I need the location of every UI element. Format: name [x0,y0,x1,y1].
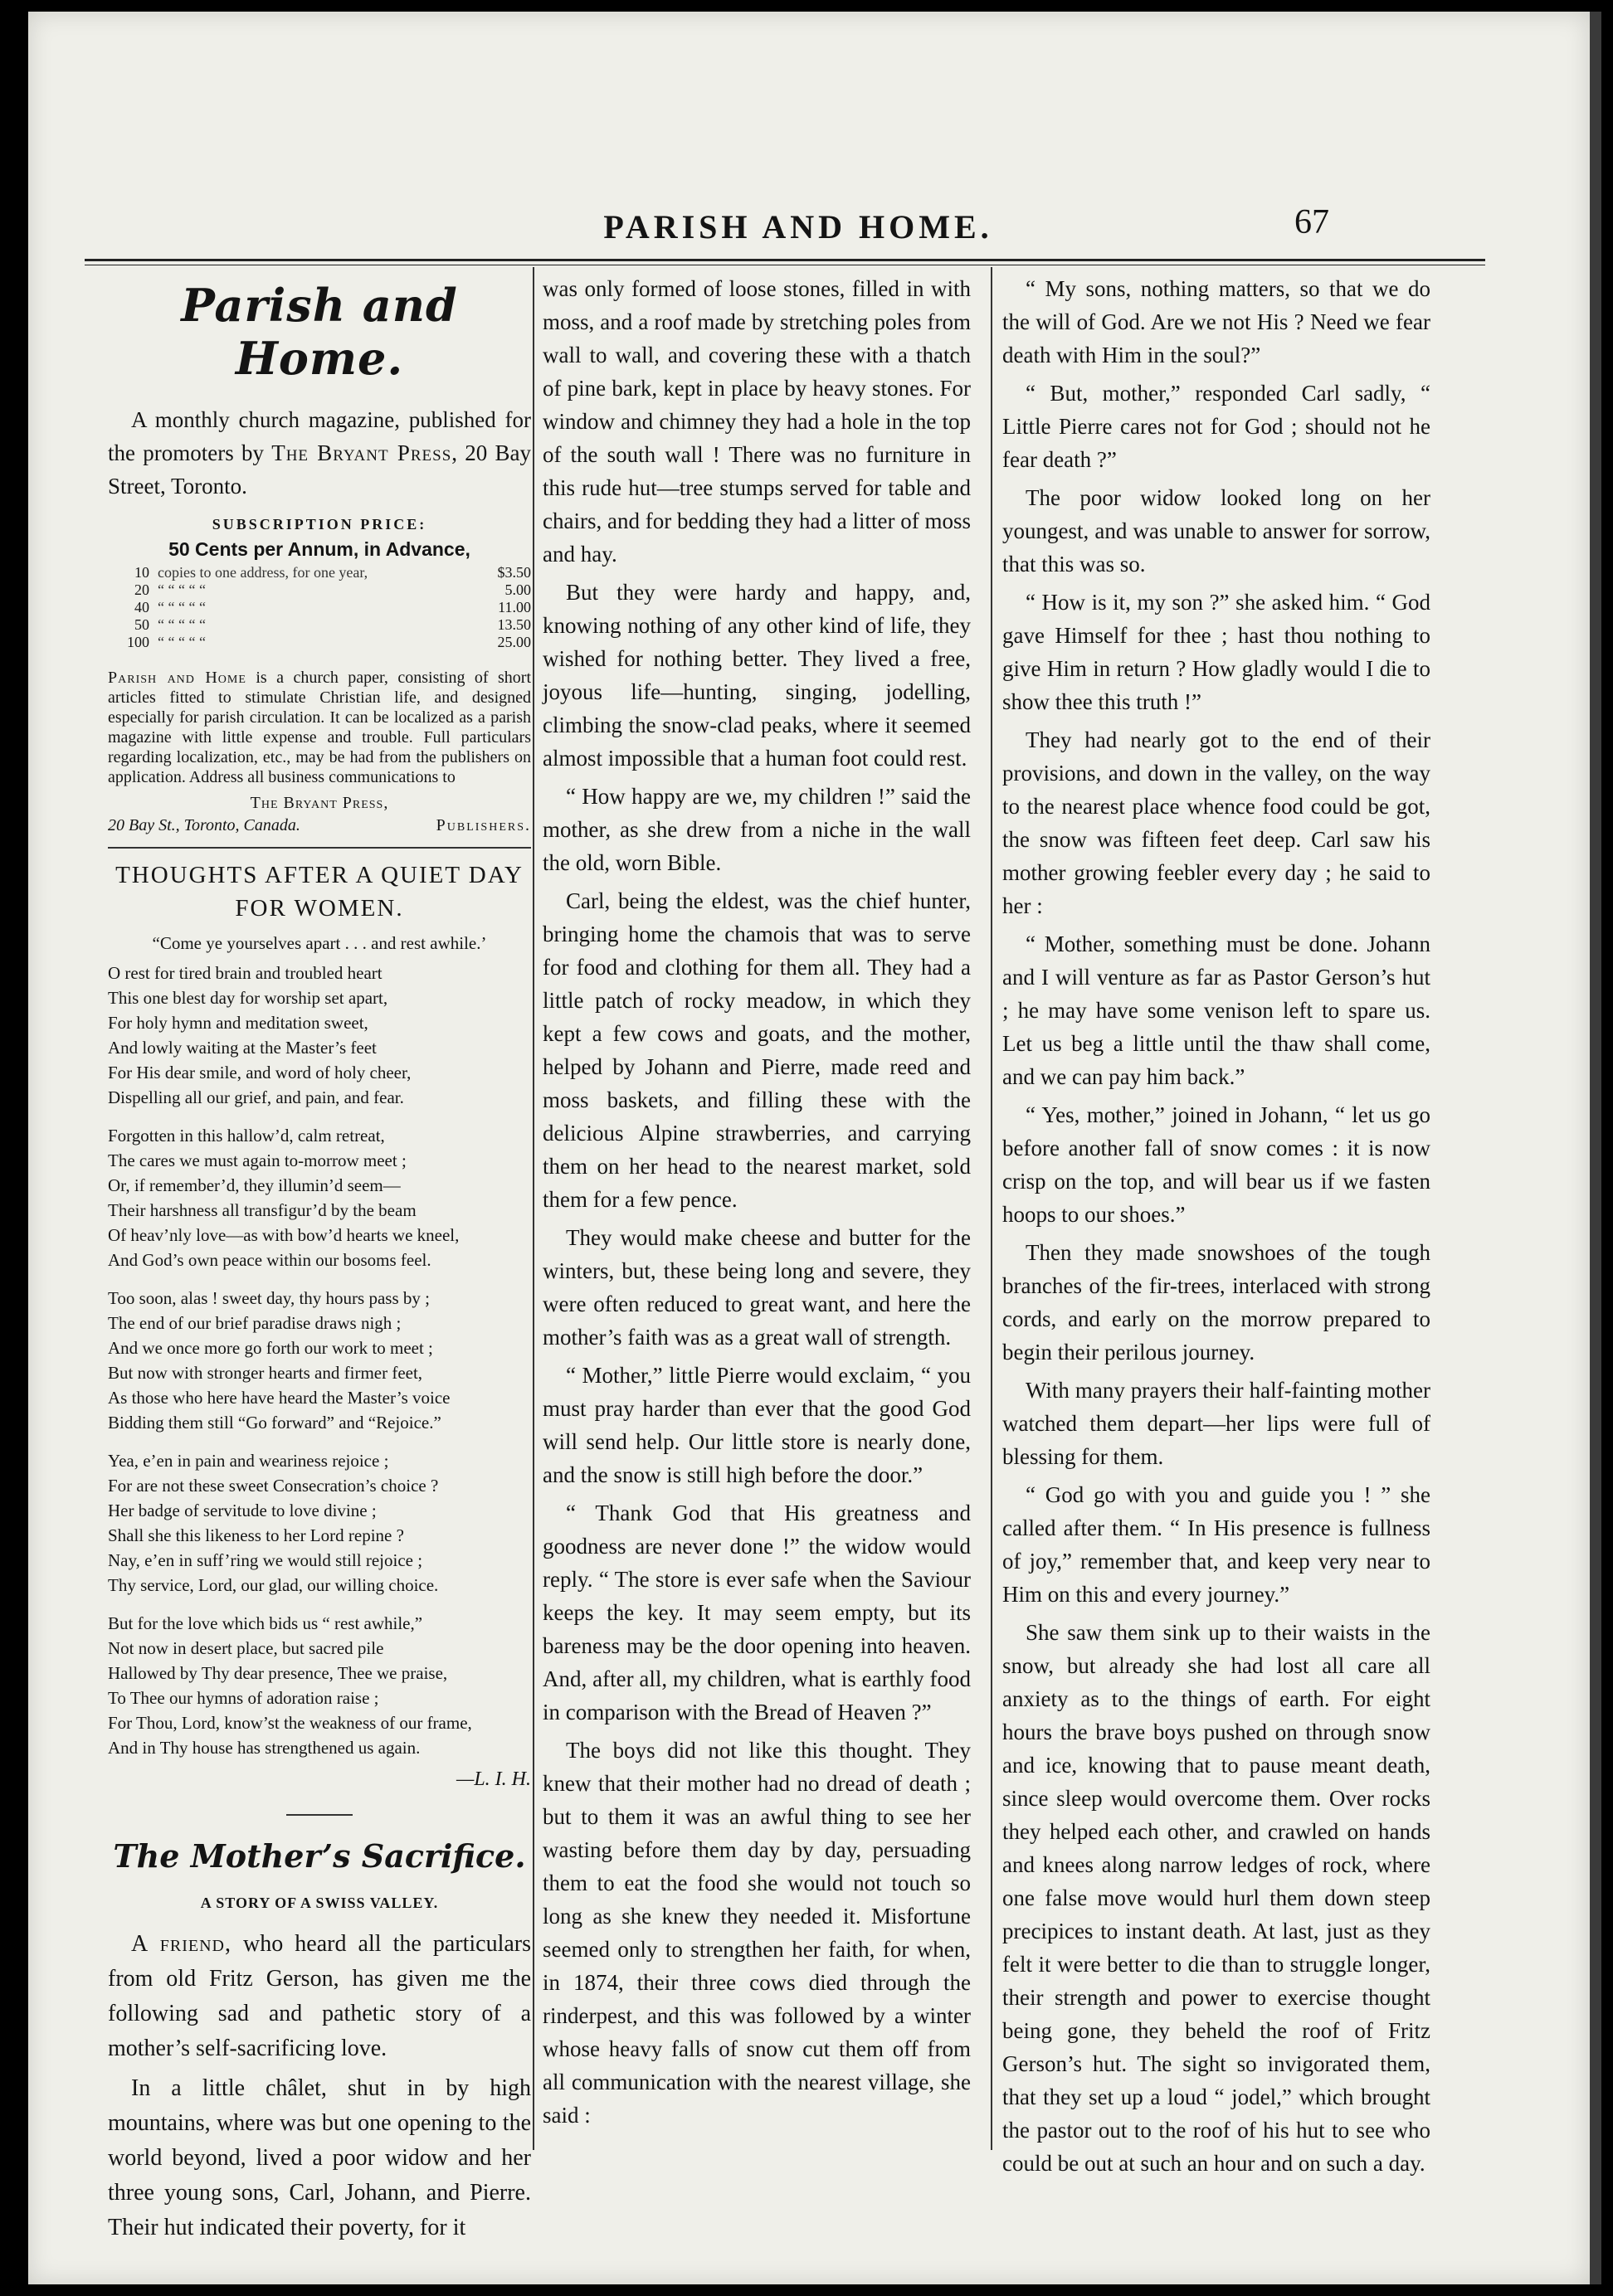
poem-line: Of heav’nly love—as with bow’d hearts we kneel, [108,1225,460,1245]
rate-row [108,581,531,599]
rate-row [108,599,531,616]
story-paragraph: “ Thank God that His greatness and goodness are never done !” the widow would reply. “ The store is ever safe when the Saviour keeps the key. It may seem empty, but its bareness may be the door opening into heaven. And, after all, my children, what is earthly food in comparison with the Bread of Heaven ?” [543,1501,971,1724]
poem-line: Forgotten in this hallow’d, calm retreat, [108,1126,385,1146]
rate-qty: 20 [134,581,149,598]
story-paragraph: “ But, mother,” responded Carl sadly, “ Little Pierre cares not for God ; should not he fear death ?” [1002,381,1430,472]
description-text: A monthly church magazine, published for the promoters by [108,407,531,465]
rate-row [108,564,531,581]
notice-lead: Parish and Home [108,669,246,687]
poem-stanza [108,1448,531,1598]
poem-line: O rest for tired brain and troubled heart [108,963,383,983]
story-paragraph: But they were hardy and happy, and, knowing nothing of any other kind of life, they wished for nothing better. They lived a free, joyous life—hunting, singing, jodelling, climbing the snow-clad peaks, where it seemed almost impossible that a human foot could rest. [543,580,971,771]
story-paragraph: “ Yes, mother,” joined in Johann, “ let us go before another fall of snow comes : it is now crisp on the top, and will bear us if we fasten hoops to our shoes.” [1002,1102,1430,1227]
story-subtitle: A STORY OF A SWISS VALLEY. [200,1895,439,1911]
poem-line: And God’s own peace within our bosoms feel. [108,1250,431,1270]
story-col1 [108,1927,531,2245]
poem-line: Hallowed by Thy dear presence, Thee we praise, [108,1663,448,1683]
story-text: who heard all the particulars from old Fritz Gerson, has given me the following sad and pathetic story of a mother’s self-sacrificing love. [108,1931,532,2061]
subscription-heading: SUBSCRIPTION PRICE: [212,516,427,533]
poem-line: For Thou, Lord, know’st the weakness of our frame, [108,1713,472,1733]
rate-price: 25.00 [497,634,531,650]
story-paragraph: With many prayers their half-fainting mother watched them depart—her lips were full of blessing for them. [1002,1378,1430,1469]
poem-title-line: THOUGHTS AFTER A QUIET DAY [115,862,524,888]
poem-title [108,859,531,925]
poem-stanza [108,961,531,1110]
header-rule [85,259,1485,265]
story-paragraph: “ Mother,” little Pierre would exclaim, “ you must pray harder than ever that the good God will send help. Our little store is nearly done, and the snow is still high before the door.” [543,1363,971,1487]
poem-title-line: FOR WOMEN. [235,895,404,922]
column-rule-2 [991,267,992,2150]
rate-desc: “ “ “ “ “ [158,599,206,615]
story-title: The Mother’s Sacrifice. [113,1837,526,1875]
story-paragraph: “ How happy are we, my children !” said the mother, as she drew from a niche in the wall the old, worn Bible. [543,784,971,875]
story-paragraph: “ My sons, nothing matters, so that we do the will of God. Are we not His ? Need we fear death with Him in the soul?” [1002,276,1430,367]
poem-line: Their harshness all transfigur’d by the beam [108,1200,417,1220]
poem-line: For holy hymn and meditation sweet, [108,1013,368,1033]
poem-body [108,961,531,1760]
column-2 [543,272,971,2132]
story-paragraph [108,1927,531,2066]
poem-line: Dispelling all our grief, and pain, and fear. [108,1087,404,1107]
rate-qty: 50 [134,616,149,633]
poem-line: Nay, e’en in suff’ring we would still rejoice ; [108,1550,423,1570]
press-address: , 20 Bay Street, Toronto. [108,440,532,499]
poem-attribution: —L. I. H. [456,1768,531,1790]
rates-table [108,564,531,651]
poem-line: And lowly waiting at the Master’s feet [108,1038,377,1058]
rate-qty: 10 [134,564,149,581]
column-3 [1002,272,1430,2180]
poem-line: Or, if remember’d, they illumin’d seem— [108,1175,401,1195]
poem-line: Not now in desert place, but sacred pile [108,1638,384,1658]
poem-line: This one blest day for worship set apart, [108,988,388,1008]
poem-line: Shall she this likeness to her Lord repine ? [108,1525,404,1545]
publisher-address: 20 Bay St., Toronto, Canada. [108,816,300,834]
publisher-line [108,816,531,835]
rate-row [108,616,531,634]
masthead-description [108,403,531,503]
story-paragraph: “ Mother, something must be done. Johann and I will venture as far as Pastor Gerson’s hut ; he may have some venison left to spare us. Let us beg a little until the thaw shall come, and we can pay him back.” [1002,932,1430,1089]
running-head: PARISH AND HOME. [603,208,993,246]
poem-line: Thy service, Lord, our glad, our willing choice. [108,1575,439,1595]
page-number: 67 [1294,203,1329,241]
poem-stanza [108,1611,531,1760]
poem-line: For are not these sweet Consecration’s choice ? [108,1476,439,1496]
column-rule-1 [533,267,534,2150]
story-text: In a little châlet, shut in by high mountains, where was but one opening to the world beyond, lived a poor widow and her three young sons, Carl, Johann, and Pierre. Their hut indicated their poverty, for it [108,2075,531,2240]
rate-price: 5.00 [504,581,531,598]
poem-line: Bidding them still “Go forward” and “Rejoice.” [108,1413,441,1433]
rate-desc: “ “ “ “ “ [158,634,206,650]
publication-notice [108,668,531,787]
poem-line: Her badge of servitude to love divine ; [108,1501,377,1520]
poem-line: Yea, e’en in pain and weariness rejoice ; [108,1451,389,1471]
story-paragraph: The poor widow looked long on her youngest, and was unable to answer for sorrow, that this was so. [1002,485,1430,576]
poem-stanza [108,1286,531,1435]
story-paragraph: “ God go with you and guide you ! ” she called after them. “ In His presence is fullness of joy,” remember that, and keep very near to Him on this and every journey.” [1002,1482,1430,1607]
poem-stanza [108,1123,531,1272]
poem-line: As those who here have heard the Master’s voice [108,1388,451,1408]
story-paragraph [108,2071,531,2245]
story-paragraph: was only formed of loose stones, filled in with moss, and a roof made by stretching poles from wall to wall, and covering these with a thatch of pine bark, kept in place by heavy stones. For window and chimney they had a hole in the top of the south wall ! There was no furniture in this rude hut—tree stumps served for table and chairs, and for bedding they had a litter of moss and hay. [543,276,971,567]
rate-price: 11.00 [498,599,531,615]
poem-line: For His dear smile, and word of holy cheer, [108,1063,412,1082]
story-paragraph: She saw them sink up to their waists in the snow, but already she had lost all care all anxiety as to the things of earth. For eight hours the brave boys pushed on through snow and ice, knowing that to pause meant death, since sleep would overcome them. Over rocks they helped each other, and crawled on hands and knees along narrow ledges of rock, where one false move would hurl them down steep precipices to instant death. At last, just as they felt it were better to die than to struggle longer, their strength and power to exercise thought being gone, they beheld the roof of Fritz Gerson’s hut. The sight so invigorated them, that they set up a loud “ jodel,” which brought the pastor out to the roof of his hut to see who could be out at such an hour and on such a day. [1002,1620,1430,2176]
notice-text: is a church paper, consisting of short articles fitted to stimulate Christian life, and designed especially for parish circulation. It can be localized as a parish magazine with little expense and trouble. Full particulars regarding localization, etc., may be had from the publishers on application. Address all business communications to [108,669,531,786]
rate-desc: “ “ “ “ “ [158,616,206,633]
poem-line: The cares we must again to-morrow meet ; [108,1150,407,1170]
publisher-role: Publishers. [436,816,531,834]
rate-row [108,634,531,651]
press-name: The Bryant Press [271,440,452,465]
story-paragraph: Carl, being the eldest, was the chief hunter, bringing home the chamois that was to serve for food and clothing for them all. They had a little patch of rocky meadow, in which they kept a few cows and goats, and the mother, helped by Johann and Pierre, made reed and moss baskets, and filling these with the delicious Alpine strawberries, and carrying them on her head to the nearest market, sold them for a few pence. [543,888,971,1212]
story-paragraph: They had nearly got to the end of their provisions, and down in the valley, on the way to the nearest place whence food could be got, the snow was fifteen feet deep. Carl saw his mother growing feebler every day ; he said to her : [1002,727,1430,918]
poem-line: But now with stronger hearts and firmer feet, [108,1363,423,1383]
poem-line: To Thee our hymns of adoration raise ; [108,1688,379,1708]
story-paragraph: Then they made snowshoes of the tough branches of the fir-trees, interlaced with strong cords, and early on the morrow prepared to begin their perilous journey. [1002,1240,1430,1364]
poem-line: And we once more go forth our work to meet ; [108,1338,433,1358]
rate-price: $3.50 [497,564,531,581]
poem-line: But for the love which bids us “ rest awhile,” [108,1613,423,1633]
section-rule [108,847,531,849]
rate-qty: 100 [127,634,149,650]
rate-qty: 40 [134,599,149,615]
story-paragraph: “ How is it, my son ?” she asked him. “ God gave Himself for thee ; hast thou nothing to give Him in return ? How gladly would I die to show thee this truth !” [1002,590,1430,714]
story-paragraph: The boys did not like this thought. They knew that their mother had no dread of death ; but to them it was an awful thing to see her wasting before them day by day, persuading them to eat the food she would not touch so long as she knew they needed it. Misfortune seemed only to strengthen her faith, for when, in 1874, their three cows died through the rinderpest, and this was followed by a winter whose heavy falls of snow cut them off from all communication with the nearest village, she said : [543,1738,971,2128]
page-edge [1590,12,1601,2284]
poem-line: Too soon, alas ! sweet day, thy hours pass by ; [108,1288,430,1308]
subscription-main: 50 Cents per Annum, in Advance, [168,538,470,560]
column-1 [108,272,531,2245]
poem-epigraph: “Come ye yourselves apart . . . and rest awhile.’ [152,933,487,953]
rate-price: 13.50 [497,616,531,633]
story-paragraph: They would make cheese and butter for the winters, but, these being long and severe, they were often reduced to great want, and here the mother’s faith was as a great wall of strength. [543,1225,971,1350]
rate-desc: “ “ “ “ “ [158,581,206,598]
publisher-name: The Bryant Press, [250,794,389,812]
section-rule [286,1814,353,1816]
rate-desc: copies to one address, for one year, [158,564,368,581]
poem-line: The end of our brief paradise draws nigh ; [108,1313,402,1333]
story-lead: A friend, [131,1931,231,1957]
masthead-title: Parish and Home. [181,279,458,385]
poem-line: And in Thy house has strengthened us again. [108,1738,421,1758]
